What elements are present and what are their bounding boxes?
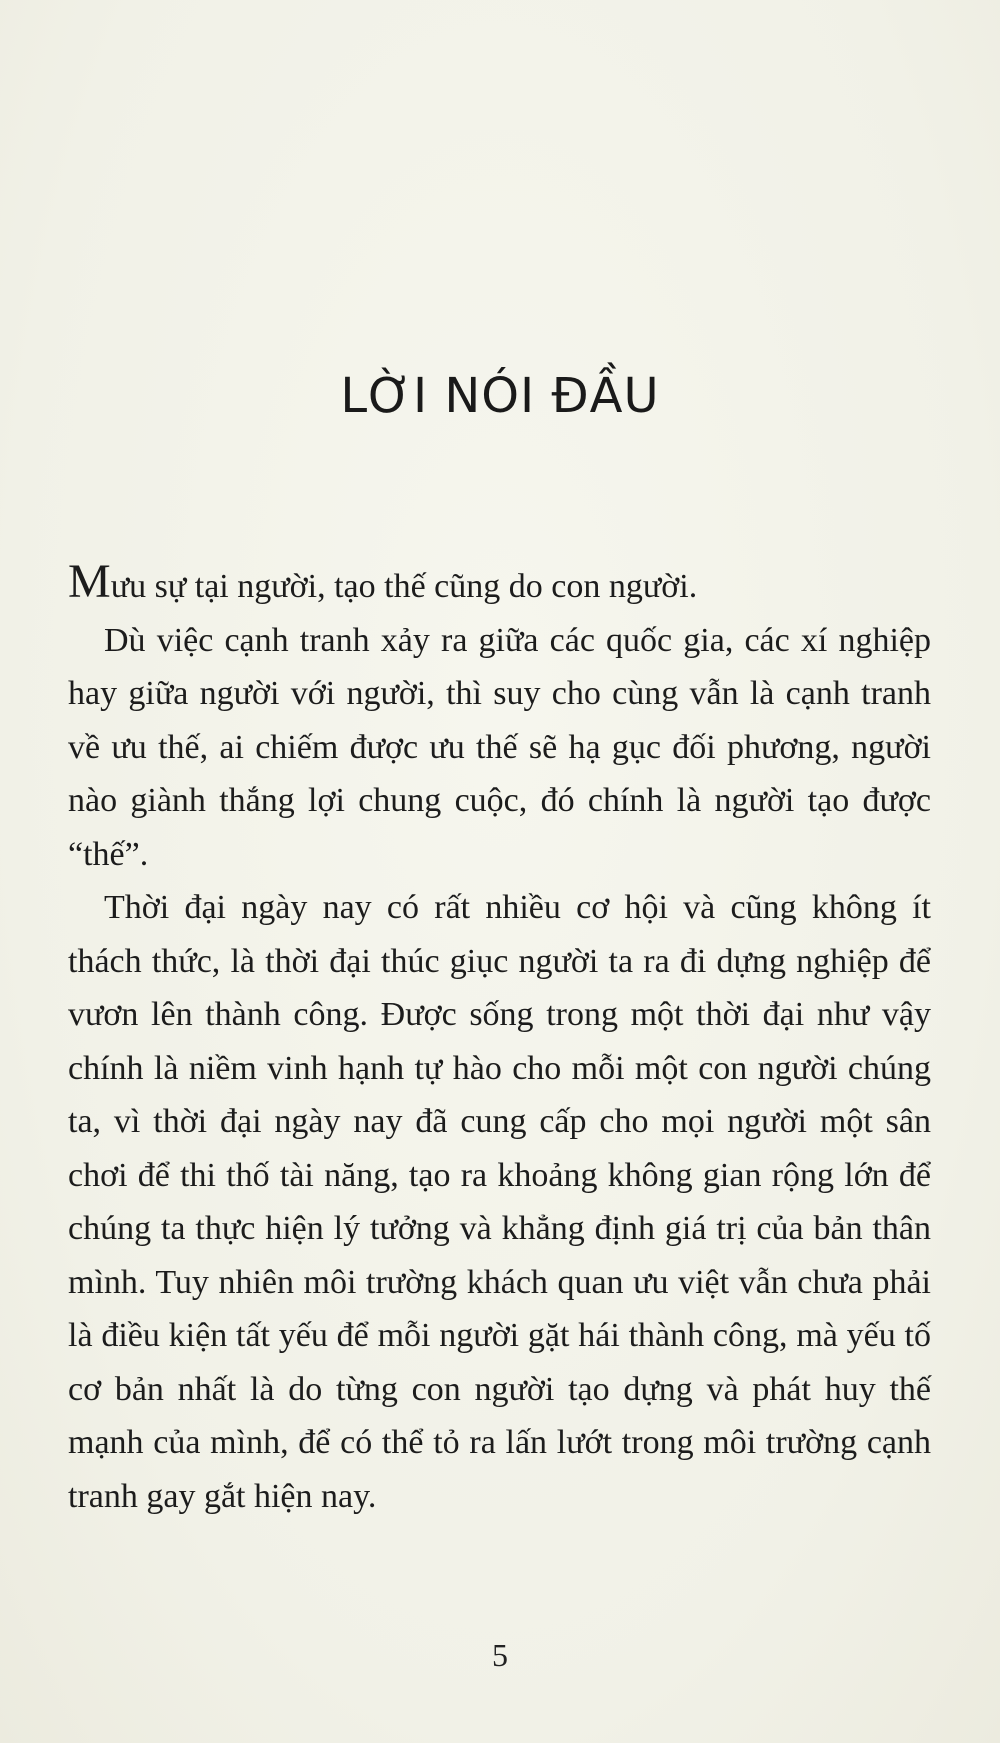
- intro-text: ưu sự tại người, tạo thế cũng do con người.: [110, 568, 698, 605]
- paragraph-1: Dù việc cạnh tranh xảy ra giữa các quốc gia, các xí nghiệp hay giữa người với người, thì suy cho cùng vẫn là cạnh tranh về ưu thế, ai chiếm được ưu thế sẽ hạ gục đối phương, người nào giành thắng lợi chung cuộc, đó chính là người tạo được “thế”.: [68, 621, 931, 873]
- drop-cap: M: [68, 555, 111, 608]
- page-number: 5: [492, 1637, 508, 1673]
- page-heading: LỜI NÓI ĐẦU: [340, 368, 660, 424]
- intro-paragraph: [68, 555, 931, 614]
- body-text: [68, 555, 931, 1523]
- paragraph-2: Thời đại ngày nay có rất nhiều cơ hội và cũng không ít thách thức, là thời đại thúc giục người ta ra đi dựng nghiệp để vươn lên thành công. Được sống trong một thời đại như vậy chính là niềm vinh hạnh tự hào cho mỗi một con người chúng ta, vì thời đại ngày nay đã cung cấp cho mọi người một sân chơi để thi thố tài năng, tạo ra khoảng không gian rộng lớn để chúng ta thực hiện lý tưởng và khẳng định giá trị của bản thân mình. Tuy nhiên môi trường khách quan ưu việt vẫn chưa phải là điều kiện tất yếu để mỗi người gặt hái thành công, mà yếu tố cơ bản nhất là do từng con người tạo dựng và phát huy thế mạnh của mình, để có thể tỏ ra lấn lướt trong môi trường cạnh tranh gay gắt hiện nay.: [68, 889, 931, 1515]
